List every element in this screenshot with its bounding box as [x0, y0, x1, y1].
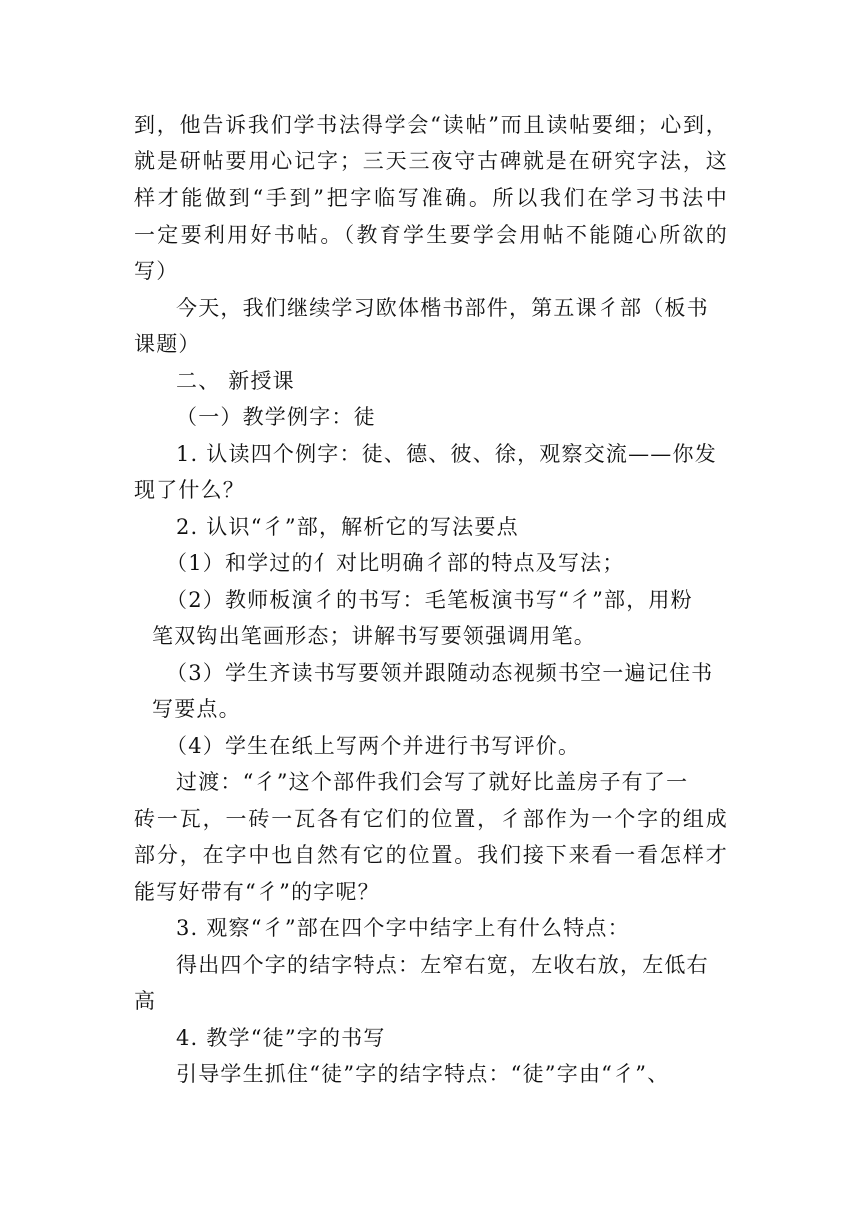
subsection-heading: （一）教学例字：徒 — [176, 405, 376, 429]
paragraph-line: （1）和学过的亻对比明确彳部的特点及写法； — [166, 551, 625, 575]
paragraph-line: （2）教师板演彳的书写：毛笔板演书写“彳”部，用粉 — [166, 588, 693, 612]
paragraph-line: 到，他告诉我们学书法得学会“读帖”而且读帖要细；心到， — [134, 113, 728, 137]
paragraph-line: 部分，在字中也自然有它的位置。我们接下来看一看怎样才 — [134, 843, 728, 867]
paragraph-line: 今天，我们继续学习欧体楷书部件，第五课彳部（板书 — [176, 296, 709, 320]
paragraph-line: （4）学生在纸上写两个并进行书写评价。 — [166, 734, 581, 758]
section-heading: 二、 新授课 — [176, 369, 295, 393]
paragraph-line: 笔双钩出笔画形态；讲解书写要领强调用笔。 — [152, 624, 596, 648]
paragraph-line: 写要点。 — [152, 697, 241, 721]
paragraph-line: 一定要利用好书帖。（教育学生要学会用帖不能随心所欲的 — [134, 223, 728, 247]
paragraph-line: 能写好带有“彳”的字呢？ — [134, 880, 380, 904]
paragraph-line: 1. 认读四个例字：徒、德、彼、徐，观察交流——你发 — [176, 442, 717, 466]
paragraph-line: 过渡：“彳”这个部件我们会写了就好比盖房子有了一 — [176, 770, 689, 794]
paragraph-line: （3）学生齐读书写要领并跟随动态视频书空一遍记住书 — [166, 661, 714, 685]
paragraph-line: 砖一瓦，一砖一瓦各有它们的位置，彳部作为一个字的组成 — [134, 807, 728, 831]
paragraph-line: 得出四个字的结字特点：左窄右宽，左收右放，左低右 — [176, 953, 709, 977]
paragraph-line: 课题） — [134, 332, 201, 356]
paragraph-line: 就是研帖要用心记字；三天三夜守古碑就是在研究字法，这 — [134, 149, 728, 173]
paragraph-line: 3. 观察“彳”部在四个字中结字上有什么特点： — [176, 916, 630, 940]
paragraph-line: 高 — [134, 989, 157, 1013]
paragraph-line: 样才能做到“手到”把字临写准确。所以我们在学习书法中 — [134, 186, 728, 210]
paragraph-line: 4. 教学“徒”字的书写 — [176, 1026, 386, 1050]
paragraph-line: 引导学生抓住“徒”字的结字特点：“徒”字由“彳”、 — [176, 1062, 670, 1086]
paragraph-line: 写） — [134, 259, 179, 283]
paragraph-line: 现了什么？ — [134, 478, 245, 502]
paragraph-line: 2. 认识“彳”部，解析它的写法要点 — [176, 515, 519, 539]
